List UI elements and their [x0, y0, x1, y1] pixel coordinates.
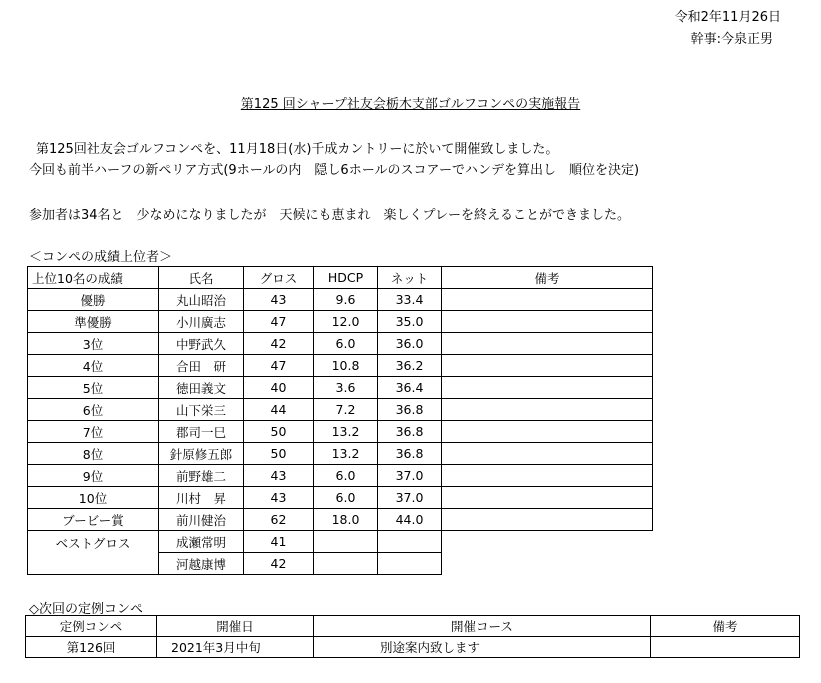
gross-cell: 40	[244, 377, 314, 399]
note-cell	[442, 355, 653, 377]
hdcp-cell: 3.6	[314, 377, 378, 399]
name-cell: 徳田義文	[159, 377, 244, 399]
name-cell: 郡司一巳	[159, 421, 244, 443]
gross-cell: 42	[244, 333, 314, 355]
name-cell: 川村 昇	[159, 487, 244, 509]
name-cell: 前川健治	[159, 509, 244, 531]
note-cell	[442, 421, 653, 443]
hdcp-cell: 10.8	[314, 355, 378, 377]
report-title: 第125 回シャープ社友会栃木支部ゴルフコンペの実施報告	[240, 97, 581, 112]
hdcp-cell: 6.0	[314, 333, 378, 355]
rank-cell: 9位	[28, 465, 159, 487]
date-cell: 2021年3月中旬	[157, 637, 314, 658]
gross-cell: 50	[244, 443, 314, 465]
net-cell: 36.4	[378, 377, 442, 399]
table-row	[28, 289, 653, 311]
gross-cell: 62	[244, 509, 314, 531]
hdcp-cell: 13.2	[314, 443, 378, 465]
note-cell	[442, 311, 653, 333]
hdcp-cell	[314, 553, 378, 575]
rank-cell: 優勝	[28, 289, 159, 311]
note-cell	[442, 531, 653, 553]
name-cell: 針原修五郎	[159, 443, 244, 465]
results-table	[27, 266, 653, 575]
note-cell	[442, 377, 653, 399]
hdcp-cell: 18.0	[314, 509, 378, 531]
name-cell: 丸山昭治	[159, 289, 244, 311]
next-header-row	[26, 616, 800, 637]
note-cell	[651, 637, 800, 658]
note-cell	[442, 487, 653, 509]
net-cell: 36.8	[378, 443, 442, 465]
table-row	[28, 421, 653, 443]
gross-cell: 41	[244, 531, 314, 553]
gross-cell: 43	[244, 487, 314, 509]
col-header-gross: グロス	[244, 267, 314, 289]
gross-cell: 47	[244, 355, 314, 377]
gross-cell: 43	[244, 289, 314, 311]
name-cell: 河越康博	[159, 553, 244, 575]
gross-cell: 42	[244, 553, 314, 575]
body-paragraph-3: 参加者は34名と 少なめになりましたが 天候にも恵まれ 楽しくプレーを終えることができました。	[29, 208, 631, 223]
course-cell: 別途案内致します	[314, 637, 651, 658]
net-cell	[378, 553, 442, 575]
table-row	[28, 333, 653, 355]
rank-cell: 8位	[28, 443, 159, 465]
table-row	[28, 311, 653, 333]
table-row	[28, 399, 653, 421]
net-cell: 36.0	[378, 333, 442, 355]
col-header-name: 氏名	[159, 267, 244, 289]
name-cell: 成瀬常明	[159, 531, 244, 553]
rank-cell: 7位	[28, 421, 159, 443]
gross-cell: 47	[244, 311, 314, 333]
next-competition-table	[25, 615, 800, 658]
hdcp-cell	[314, 531, 378, 553]
body-paragraph-2: 今回も前半ハーフの新ペリア方式(9ホールの内 隠し6ホールのスコアーでハンデを算出し 順位を決定)	[29, 163, 640, 178]
report-title-block	[0, 93, 821, 112]
net-cell: 37.0	[378, 487, 442, 509]
hdcp-cell: 6.0	[314, 465, 378, 487]
net-cell	[378, 531, 442, 553]
hdcp-cell: 12.0	[314, 311, 378, 333]
col-header-net: ネット	[378, 267, 442, 289]
col-header-note: 備考	[442, 267, 653, 289]
rank-cell: 10位	[28, 487, 159, 509]
results-header-row	[28, 267, 653, 289]
note-cell	[442, 289, 653, 311]
col-header-event: 定例コンペ	[26, 616, 157, 637]
hdcp-cell: 7.2	[314, 399, 378, 421]
col-header-date: 開催日	[157, 616, 314, 637]
rank-cell: 5位	[28, 377, 159, 399]
rank-cell: ブービー賞	[28, 509, 159, 531]
col-header-rank: 上位10名の成績	[28, 267, 159, 289]
name-cell: 合田 研	[159, 355, 244, 377]
note-cell	[442, 509, 653, 531]
hdcp-cell: 6.0	[314, 487, 378, 509]
results-heading: ＜コンペの成績上位者＞	[29, 250, 173, 265]
table-row	[28, 487, 653, 509]
rank-cell: 4位	[28, 355, 159, 377]
net-cell: 33.4	[378, 289, 442, 311]
net-cell: 36.8	[378, 421, 442, 443]
rank-cell: 準優勝	[28, 311, 159, 333]
organizer-name: 幹事:今泉正男	[690, 32, 773, 47]
col-header-hdcp: HDCP	[314, 267, 378, 289]
gross-cell: 43	[244, 465, 314, 487]
table-row	[26, 637, 800, 658]
report-date: 令和2年11月26日	[674, 10, 781, 25]
rank-cell: 6位	[28, 399, 159, 421]
rank-cell: 3位	[28, 333, 159, 355]
net-cell: 36.8	[378, 399, 442, 421]
note-cell	[442, 399, 653, 421]
gross-cell: 50	[244, 421, 314, 443]
next-competition-heading: ◇次回の定例コンペ	[29, 602, 143, 617]
name-cell: 山下栄三	[159, 399, 244, 421]
col-header-course: 開催コース	[314, 616, 651, 637]
note-cell	[442, 333, 653, 355]
hdcp-cell: 13.2	[314, 421, 378, 443]
net-cell: 36.2	[378, 355, 442, 377]
name-cell: 中野武久	[159, 333, 244, 355]
note-cell	[442, 465, 653, 487]
event-cell: 第126回	[26, 637, 157, 658]
best-gross-label: ベストグロス	[28, 531, 159, 575]
table-row	[28, 509, 653, 531]
table-row	[28, 355, 653, 377]
table-row	[28, 443, 653, 465]
note-cell	[442, 553, 653, 575]
hdcp-cell: 9.6	[314, 289, 378, 311]
name-cell: 前野雄二	[159, 465, 244, 487]
body-paragraph-1: 第125回社友会ゴルフコンペを、11月18日(水)千成カントリーに於いて開催致しました。	[36, 142, 559, 157]
name-cell: 小川廣志	[159, 311, 244, 333]
table-row	[28, 377, 653, 399]
note-cell	[442, 443, 653, 465]
col-header-note: 備考	[651, 616, 800, 637]
table-row	[28, 465, 653, 487]
net-cell: 44.0	[378, 509, 442, 531]
table-row	[28, 531, 653, 553]
gross-cell: 44	[244, 399, 314, 421]
net-cell: 35.0	[378, 311, 442, 333]
net-cell: 37.0	[378, 465, 442, 487]
